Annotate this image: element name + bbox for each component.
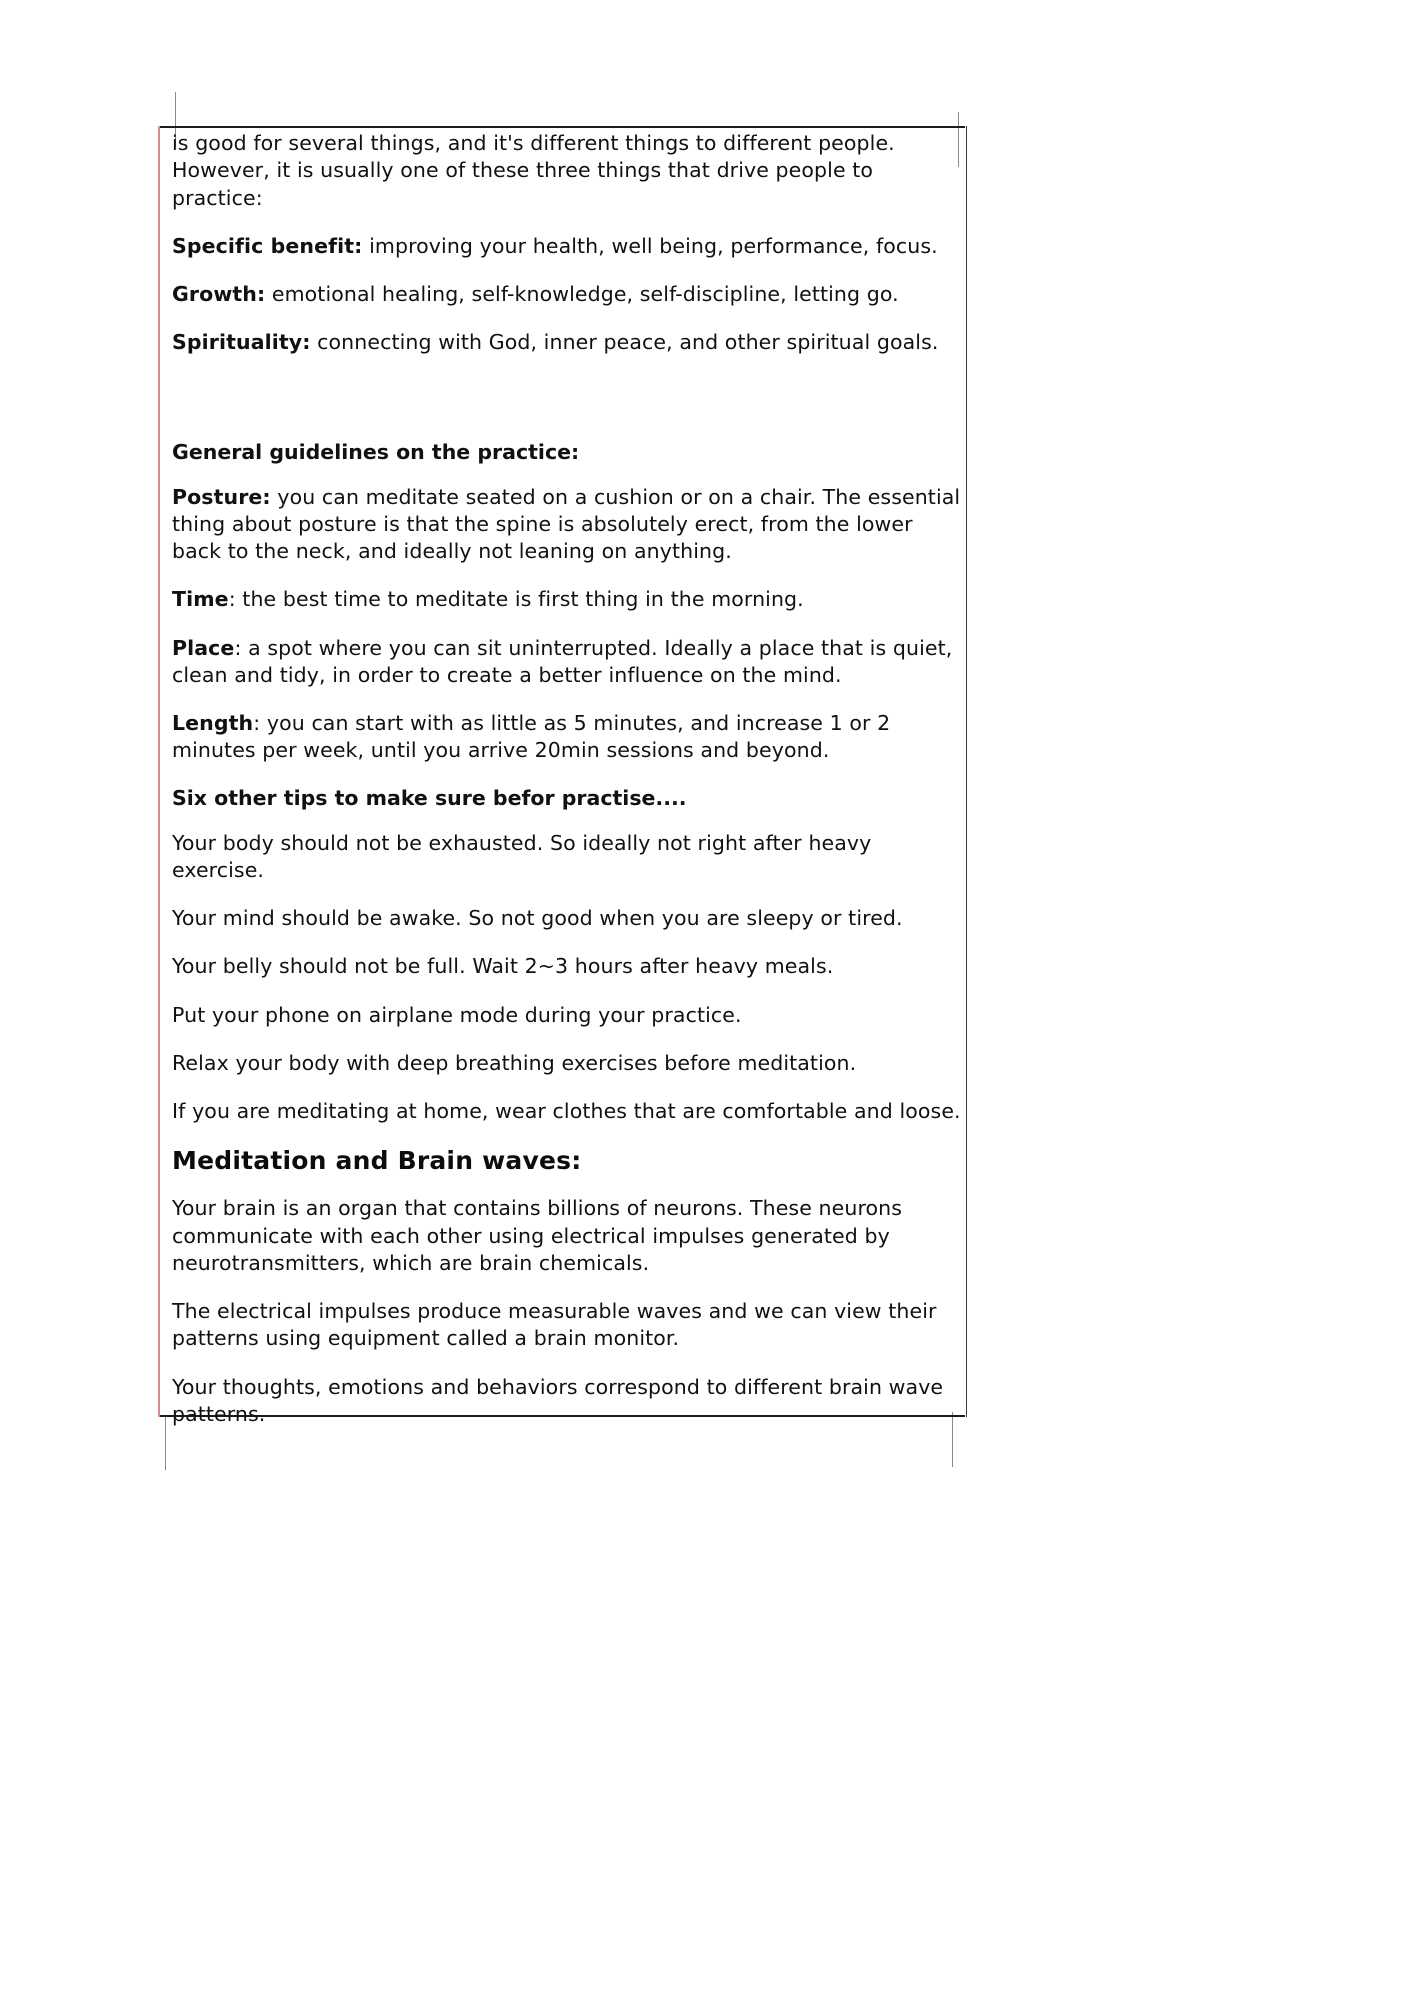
heading-meditation-and-brain-waves: Meditation and Brain waves: — [172, 1146, 582, 1176]
brain-wave-paragraph: Your thoughts, emotions and behaviors correspond to different brain wave patterns. — [172, 1374, 944, 1426]
tip-item: Your body should not be exhausted. So ideally not right after heavy exercise. — [172, 830, 872, 882]
tip-item: Your mind should be awake. So not good when you are sleepy or tired. — [172, 906, 903, 930]
paragraph-intro-text: is good for several things, and it's different things to different people. However, it is usually one of these three things that drive people to practice: — [172, 131, 895, 210]
guideline-place-label: Place — [172, 635, 235, 660]
brain-wave-paragraph: The electrical impulses produce measurable waves and we can view their patterns using equipment called a brain monitor. — [172, 1299, 937, 1351]
guideline-posture-text: you can meditate seated on a cushion or on a chair. The essential thing about posture is that the spine is absolutely erect, from the lower back to the neck, and ideally not leaning on anything. — [172, 484, 961, 563]
paragraph-specific-benefit-text: improving your health, well being, performance, focus. — [362, 233, 938, 258]
guideline-time — [172, 586, 962, 613]
paragraph-growth-text: emotional healing, self-knowledge, self-discipline, letting go. — [265, 282, 899, 306]
heading-six-other-tips: Six other tips to make sure befor practise.... — [172, 785, 687, 810]
paragraph-intro — [172, 130, 962, 212]
paragraph-spirituality-text: connecting with God, inner peace, and other spiritual goals. — [310, 330, 939, 355]
guideline-place — [172, 635, 962, 690]
section-spacer — [172, 378, 962, 440]
tip-item: Relax your body with deep breathing exercises before meditation. — [172, 1050, 857, 1075]
guideline-time-text: : the best time to meditate is first thing in the morning. — [228, 587, 804, 612]
paragraph-growth-label: Growth: — [172, 282, 266, 306]
tip-item: Your belly should not be full. Wait 2~3 hours after heavy meals. — [172, 954, 834, 979]
document-body — [172, 130, 962, 1449]
paragraph-specific-benefit-label: Specific benefit: — [172, 233, 363, 258]
guideline-posture-label: Posture: — [172, 484, 271, 509]
brain-wave-paragraph: Your brain is an organ that contains billions of neurons. These neurons communicate with each other using electrical impulses generated by neurotransmitters, which are brain chemicals. — [172, 1196, 903, 1275]
guideline-length — [172, 710, 962, 765]
tip-item: Put your phone on airplane mode during your practice. — [172, 1002, 742, 1027]
crop-mark-bottom-left — [165, 1415, 166, 1470]
guideline-place-text: : a spot where you can sit uninterrupted. Ideally a place that is quiet, clean and tidy, in order to create a better influence on the mind. — [172, 635, 953, 687]
tip-item: If you are meditating at home, wear clothes that are comfortable and loose. — [172, 1099, 961, 1123]
guideline-length-label: Length — [172, 711, 254, 735]
guideline-time-label: Time — [172, 587, 229, 612]
guideline-posture — [172, 484, 962, 566]
paragraph-spirituality-label: Spirituality: — [172, 330, 311, 355]
guideline-length-text: : you can start with as little as 5 minutes, and increase 1 or 2 minutes per week, until you arrive 20min sessions and beyond. — [172, 711, 891, 763]
paragraph-spirituality — [172, 329, 962, 356]
heading-general-guidelines: General guidelines on the practice: — [172, 439, 580, 464]
paragraph-growth — [172, 281, 962, 308]
paragraph-specific-benefit — [172, 233, 962, 260]
